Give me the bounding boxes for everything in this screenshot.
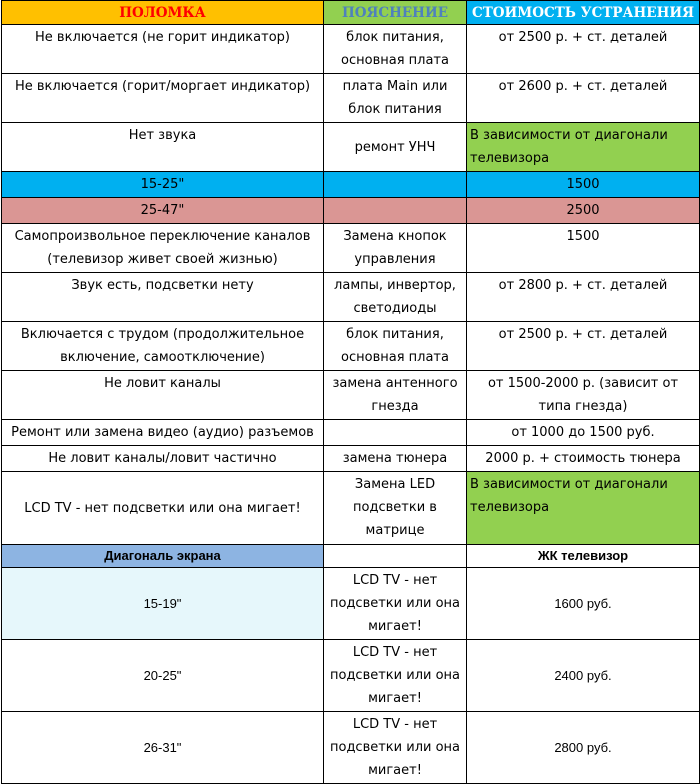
explanation-cell: лампы, инвертор, светодиоды: [324, 273, 467, 322]
problem-cell: Не ловит каналы/ловит частично: [2, 446, 324, 472]
cost-cell: от 2600 р. + ст. деталей: [467, 74, 700, 123]
table-row: [2, 74, 700, 123]
price-cell: 2400 руб.: [467, 640, 700, 712]
note-cell: LCD TV - нет подсветки или она мигает!: [324, 712, 467, 784]
cost-cell: от 2500 р. + ст. деталей: [467, 25, 700, 74]
problem-cell: 15-25": [2, 172, 324, 198]
table-row: [2, 640, 700, 712]
problem-cell: Не ловит каналы: [2, 371, 324, 420]
note-cell: LCD TV - нет подсветки или она мигает!: [324, 640, 467, 712]
section-empty-header: [324, 545, 467, 568]
problem-cell: 25-47": [2, 198, 324, 224]
problem-cell: Включается с трудом (продолжительное включение, самоотключение): [2, 322, 324, 371]
table-row: [2, 198, 700, 224]
cost-cell: от 2500 р. + ст. деталей: [467, 322, 700, 371]
diagonal-cell: 20-25": [2, 640, 324, 712]
cost-cell: от 1500-2000 р. (зависит от типа гнезда): [467, 371, 700, 420]
table-row: [2, 568, 700, 640]
cost-cell: от 1000 до 1500 руб.: [467, 420, 700, 446]
table-row: [2, 123, 700, 172]
section-lcd-header: ЖК телевизор: [467, 545, 700, 568]
price-cell: 1600 руб.: [467, 568, 700, 640]
problem-cell: Нет звука: [2, 123, 324, 172]
diagonal-cell: 15-19": [2, 568, 324, 640]
explanation-cell: [324, 198, 467, 224]
header-cost: СТОИМОСТЬ УСТРАНЕНИЯ: [467, 1, 700, 25]
explanation-cell: [324, 420, 467, 446]
table-row: [2, 420, 700, 446]
explanation-cell: ремонт УНЧ: [324, 123, 467, 172]
table-row: [2, 712, 700, 784]
section-diagonal-header: Диагональ экрана: [2, 545, 324, 568]
explanation-cell: Замена кнопок управления: [324, 224, 467, 273]
cost-cell: 2000 р. + стоимость тюнера: [467, 446, 700, 472]
cost-cell: 2500: [467, 198, 700, 224]
cost-cell: В зависимости от диагонали телевизора: [467, 123, 700, 172]
header-explanation: ПОЯСНЕНИЕ: [324, 1, 467, 25]
problem-cell: LCD TV - нет подсветки или она мигает!: [2, 472, 324, 545]
explanation-cell: блок питания, основная плата: [324, 25, 467, 74]
problem-cell: Не включается (не горит индикатор): [2, 25, 324, 74]
cost-cell: В зависимости от диагонали телевизора: [467, 472, 700, 545]
table-header-row: [2, 1, 700, 25]
price-cell: 2800 руб.: [467, 712, 700, 784]
price-table: [1, 0, 700, 784]
note-cell: LCD TV - нет подсветки или она мигает!: [324, 568, 467, 640]
explanation-cell: замена тюнера: [324, 446, 467, 472]
explanation-cell: [324, 172, 467, 198]
cost-cell: 1500: [467, 224, 700, 273]
explanation-cell: замена антенного гнезда: [324, 371, 467, 420]
problem-cell: Самопроизвольное переключение каналов (телевизор живет своей жизнью): [2, 224, 324, 273]
cost-cell: 1500: [467, 172, 700, 198]
table-row: [2, 273, 700, 322]
table-row: [2, 322, 700, 371]
header-problem: ПОЛОМКА: [2, 1, 324, 25]
explanation-cell: плата Main или блок питания: [324, 74, 467, 123]
explanation-cell: блок питания, основная плата: [324, 322, 467, 371]
table-row: [2, 224, 700, 273]
table-row: [2, 172, 700, 198]
table-row: [2, 446, 700, 472]
problem-cell: Звук есть, подсветки нету: [2, 273, 324, 322]
table-row: [2, 25, 700, 74]
explanation-cell: Замена LED подсветки в матрице: [324, 472, 467, 545]
table-row: [2, 371, 700, 420]
diagonal-cell: 26-31": [2, 712, 324, 784]
section-header-row: [2, 545, 700, 568]
problem-cell: Не включается (горит/моргает индикатор): [2, 74, 324, 123]
cost-cell: от 2800 р. + ст. деталей: [467, 273, 700, 322]
problem-cell: Ремонт или замена видео (аудио) разъемов: [2, 420, 324, 446]
table-row: [2, 472, 700, 545]
